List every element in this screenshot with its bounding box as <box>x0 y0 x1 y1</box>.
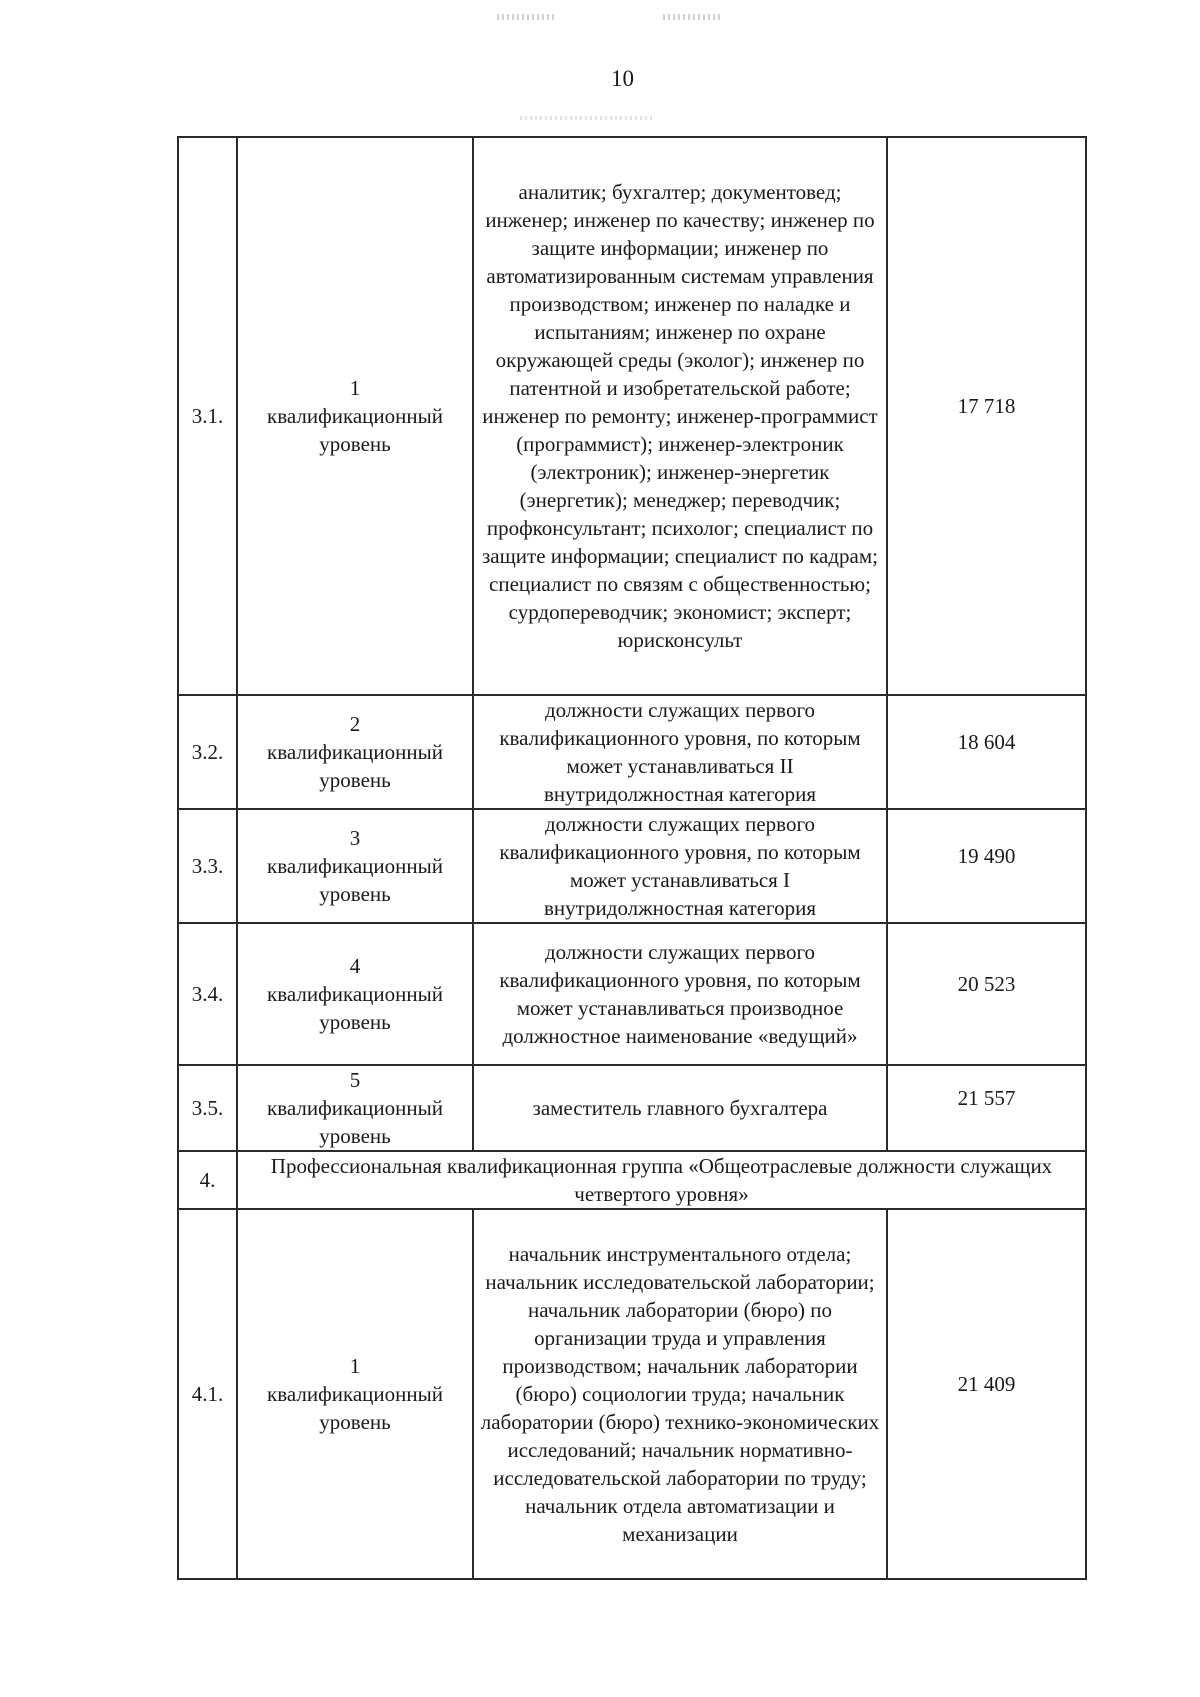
salary-value: 18 604 <box>957 730 1016 754</box>
salary-value: 21 409 <box>957 1372 1016 1396</box>
group-number: 4. <box>178 1151 237 1209</box>
table-row <box>178 695 1086 809</box>
level-number: 4 <box>349 954 361 978</box>
salary-value: 20 523 <box>957 972 1016 996</box>
salary-cell <box>887 923 1086 1065</box>
group-row <box>178 1151 1086 1209</box>
positions-cell: должности служащих первого квалификационного уровня, по которым может устанавливаться II внутридолжностная категория <box>473 695 887 809</box>
salary-cell <box>887 137 1086 695</box>
level-number: 5 <box>349 1068 361 1092</box>
level-label: квалификационный уровень <box>267 404 443 456</box>
table-row <box>178 1209 1086 1579</box>
level-label: квалификационный уровень <box>267 854 443 906</box>
level-number: 3 <box>349 826 361 850</box>
scan-artifact <box>497 14 557 20</box>
row-number: 3.3. <box>178 809 237 923</box>
positions-cell: заместитель главного бухгалтера <box>473 1065 887 1151</box>
salary-cell <box>887 1209 1086 1579</box>
salary-value: 21 557 <box>957 1086 1016 1110</box>
salary-cell <box>887 695 1086 809</box>
row-number: 3.5. <box>178 1065 237 1151</box>
page-number: 10 <box>611 66 634 91</box>
scan-artifact <box>663 14 721 20</box>
salary-value: 19 490 <box>957 844 1016 868</box>
level-number: 1 <box>349 1354 361 1378</box>
level-number: 1 <box>349 376 361 400</box>
qualification-level <box>237 809 473 923</box>
qualification-level <box>237 1065 473 1151</box>
salary-cell <box>887 1065 1086 1151</box>
positions-cell: начальник инструментального отдела; начальник исследовательской лаборатории; начальник лаборатории (бюро) по организации труда и управления производством; начальник лаборатории (бюро) социологии труда; начальник лаборатории (бюро) технико-экономических исследований; начальник нормативно-исследовательской лаборатории по труду; начальник отдела автоматизации и механизации <box>473 1209 887 1579</box>
table-row <box>178 809 1086 923</box>
positions-cell: должности служащих первого квалификационного уровня, по которым может устанавливаться I внутридолжностная категория <box>473 809 887 923</box>
salary-value: 17 718 <box>957 394 1016 418</box>
level-label: квалификационный уровень <box>267 1096 443 1148</box>
row-number: 3.2. <box>178 695 237 809</box>
qualification-level <box>237 1209 473 1579</box>
level-label: квалификационный уровень <box>267 982 443 1034</box>
positions-cell: аналитик; бухгалтер; документовед; инженер; инженер по качеству; инженер по защите информации; инженер по автоматизированным системам управления производством; инженер по наладке и испытаниям; инженер по охране окружающей среды (эколог); инженер по патентной и изобретательской работе; инженер по ремонту; инженер-программист (программист); инженер-электроник (электроник); инженер-энергетик (энергетик); менеджер; переводчик; профконсультант; психолог; специалист по защите информации; специалист по кадрам; специалист по связям с общественностью; сурдопереводчик; экономист; эксперт; юрисконсульт <box>473 137 887 695</box>
positions-cell: должности служащих первого квалификационного уровня, по которым может устанавливаться производное должностное наименование «ведущий» <box>473 923 887 1065</box>
qualification-level <box>237 923 473 1065</box>
row-number: 4.1. <box>178 1209 237 1579</box>
level-label: квалификационный уровень <box>267 1382 443 1434</box>
qualification-level <box>237 137 473 695</box>
level-label: квалификационный уровень <box>267 740 443 792</box>
table-row <box>178 137 1086 695</box>
table-row <box>178 923 1086 1065</box>
level-number: 2 <box>349 712 361 736</box>
qualification-level <box>237 695 473 809</box>
scan-artifact <box>520 116 655 120</box>
row-number: 3.4. <box>178 923 237 1065</box>
table-row <box>178 1065 1086 1151</box>
salary-table <box>177 136 1087 1580</box>
salary-cell <box>887 809 1086 923</box>
row-number: 3.1. <box>178 137 237 695</box>
group-title: Профессиональная квалификационная группа «Общеотраслевые должности служащих четвертого уровня» <box>237 1151 1086 1209</box>
